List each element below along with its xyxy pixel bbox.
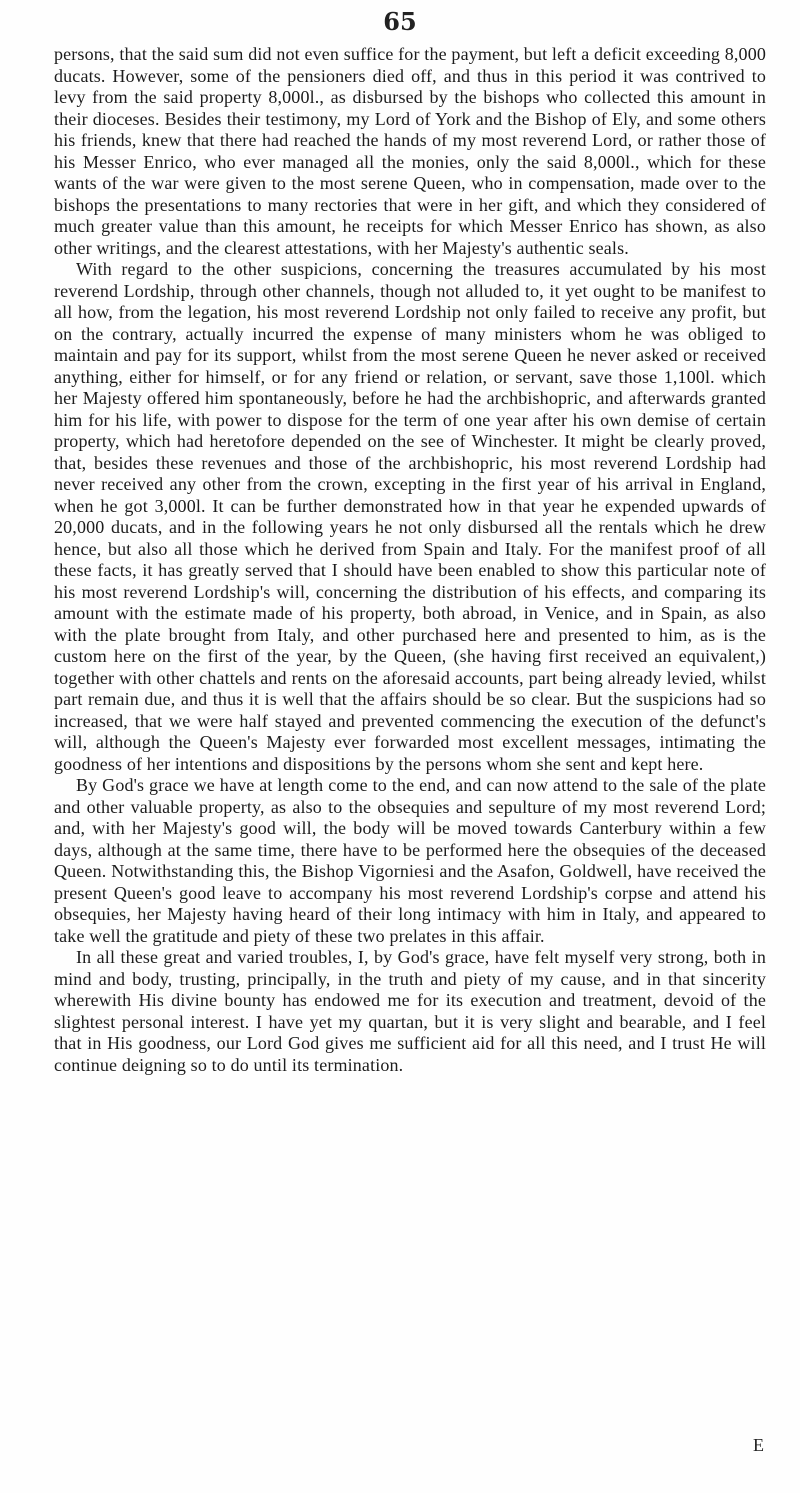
body-text xyxy=(54,44,766,1076)
signature-mark: E xyxy=(753,1435,764,1455)
paragraph-3: By God's grace we have at length come to the end, and can now attend to the sale of the plate and other valuable property, as also to the obsequies and sepulture of my most reverend Lord; and, with her Majesty's good will, the body will be moved towards Canterbury within a few days, although at the same time, there have to be performed here the obsequies of the deceased Queen. Notwithstanding this, the Bishop Vigorniesi and the Asafon, Goldwell, have received the present Queen's good leave to accompany his most reverend Lordship's corpse and attend his obsequies, her Majesty having heard of their long intimacy with him in Italy, and appeared to take well the gratitude and piety of these two prelates in this affair. xyxy=(54,775,766,946)
paragraph-1: persons, that the said sum did not even suffice for the payment, but left a deficit exceeding 8,000 ducats. However, some of the pensioners died off, and thus in this period it was contrived to levy from the said property 8,000l., as disbursed by the bishops who collected this amount in their dioceses. Besides their testimony, my Lord of York and the Bishop of Ely, and some others his friends, knew that there had reached the hands of my most reverend Lord, or rather those of his Messer Enrico, who ever managed all the monies, only the said 8,000l., which for these wants of the war were given to the most serene Queen, who in compensation, made over to the bishops the presentations to many rectories that were in her gift, and which they considered of much greater value than this amount, he receipts for which Messer Enrico has shown, as also other writings, and the clearest attestations, with her Majesty's authentic seals. xyxy=(54,44,766,258)
paragraph-4: In all these great and varied troubles, I, by God's grace, have felt myself very strong, both in mind and body, trusting, principally, in the truth and piety of my cause, and in that sincerity wherewith His divine bounty has endowed me for its execution and treatment, devoid of the slightest personal interest. I have yet my quartan, but it is very slight and bearable, and I feel that in His goodness, our Lord God gives me sufficient aid for all this need, and I trust He will continue deigning so to do until its termination. xyxy=(54,947,766,1075)
paragraph-2: With regard to the other suspicions, concerning the treasures accumulated by his most reverend Lordship, through other channels, though not alluded to, it yet ought to be manifest to all how, from the legation, his most reverend Lordship not only failed to receive any profit, but on the contrary, actually incurred the expense of many ministers whom he was obliged to maintain and pay for its support, whilst from the most serene Queen he never asked or received anything, either for himself, or for any friend or relation, or servant, save those 1,100l. which her Majesty offered him spontaneously, before he had the archbishopric, and afterwards granted him for his life, with power to dispose for the term of one year after his own demise of certain property, which had heretofore depended on the see of Winchester. It might be clearly proved, that, besides these revenues and those of the archbishopric, his most reverend Lordship had never received any other from the crown, excepting in the first year of his arrival in England, when he got 3,000l. It can be further demonstrated how in that year he expended upwards of 20,000 ducats, and in the following years he not only disbursed all the rentals which he drew hence, but also all those which he derived from Spain and Italy. For the manifest proof of all these facts, it has greatly served that I should have been enabled to show this particular note of his most reverend Lordship's will, concerning the distribution of his effects, and comparing its amount with the estimate made of his property, both abroad, in Venice, and in Spain, as also with the plate brought from Italy, and other purchased here and presented to him, as is the custom here on the first of the year, by the Queen, (she having first received an equivalent,) together with other chattels and rents on the aforesaid accounts, part being already levied, whilst part remain due, and thus it is well that the affairs should be so clear. But the suspicions had so increased, that we were half stayed and prevented commencing the execution of the defunct's will, although the Queen's Majesty ever forwarded most excellent messages, intimating the goodness of her intentions and dispositions by the persons whom she sent and kept here. xyxy=(54,259,766,774)
page-number: 65 xyxy=(383,7,417,36)
